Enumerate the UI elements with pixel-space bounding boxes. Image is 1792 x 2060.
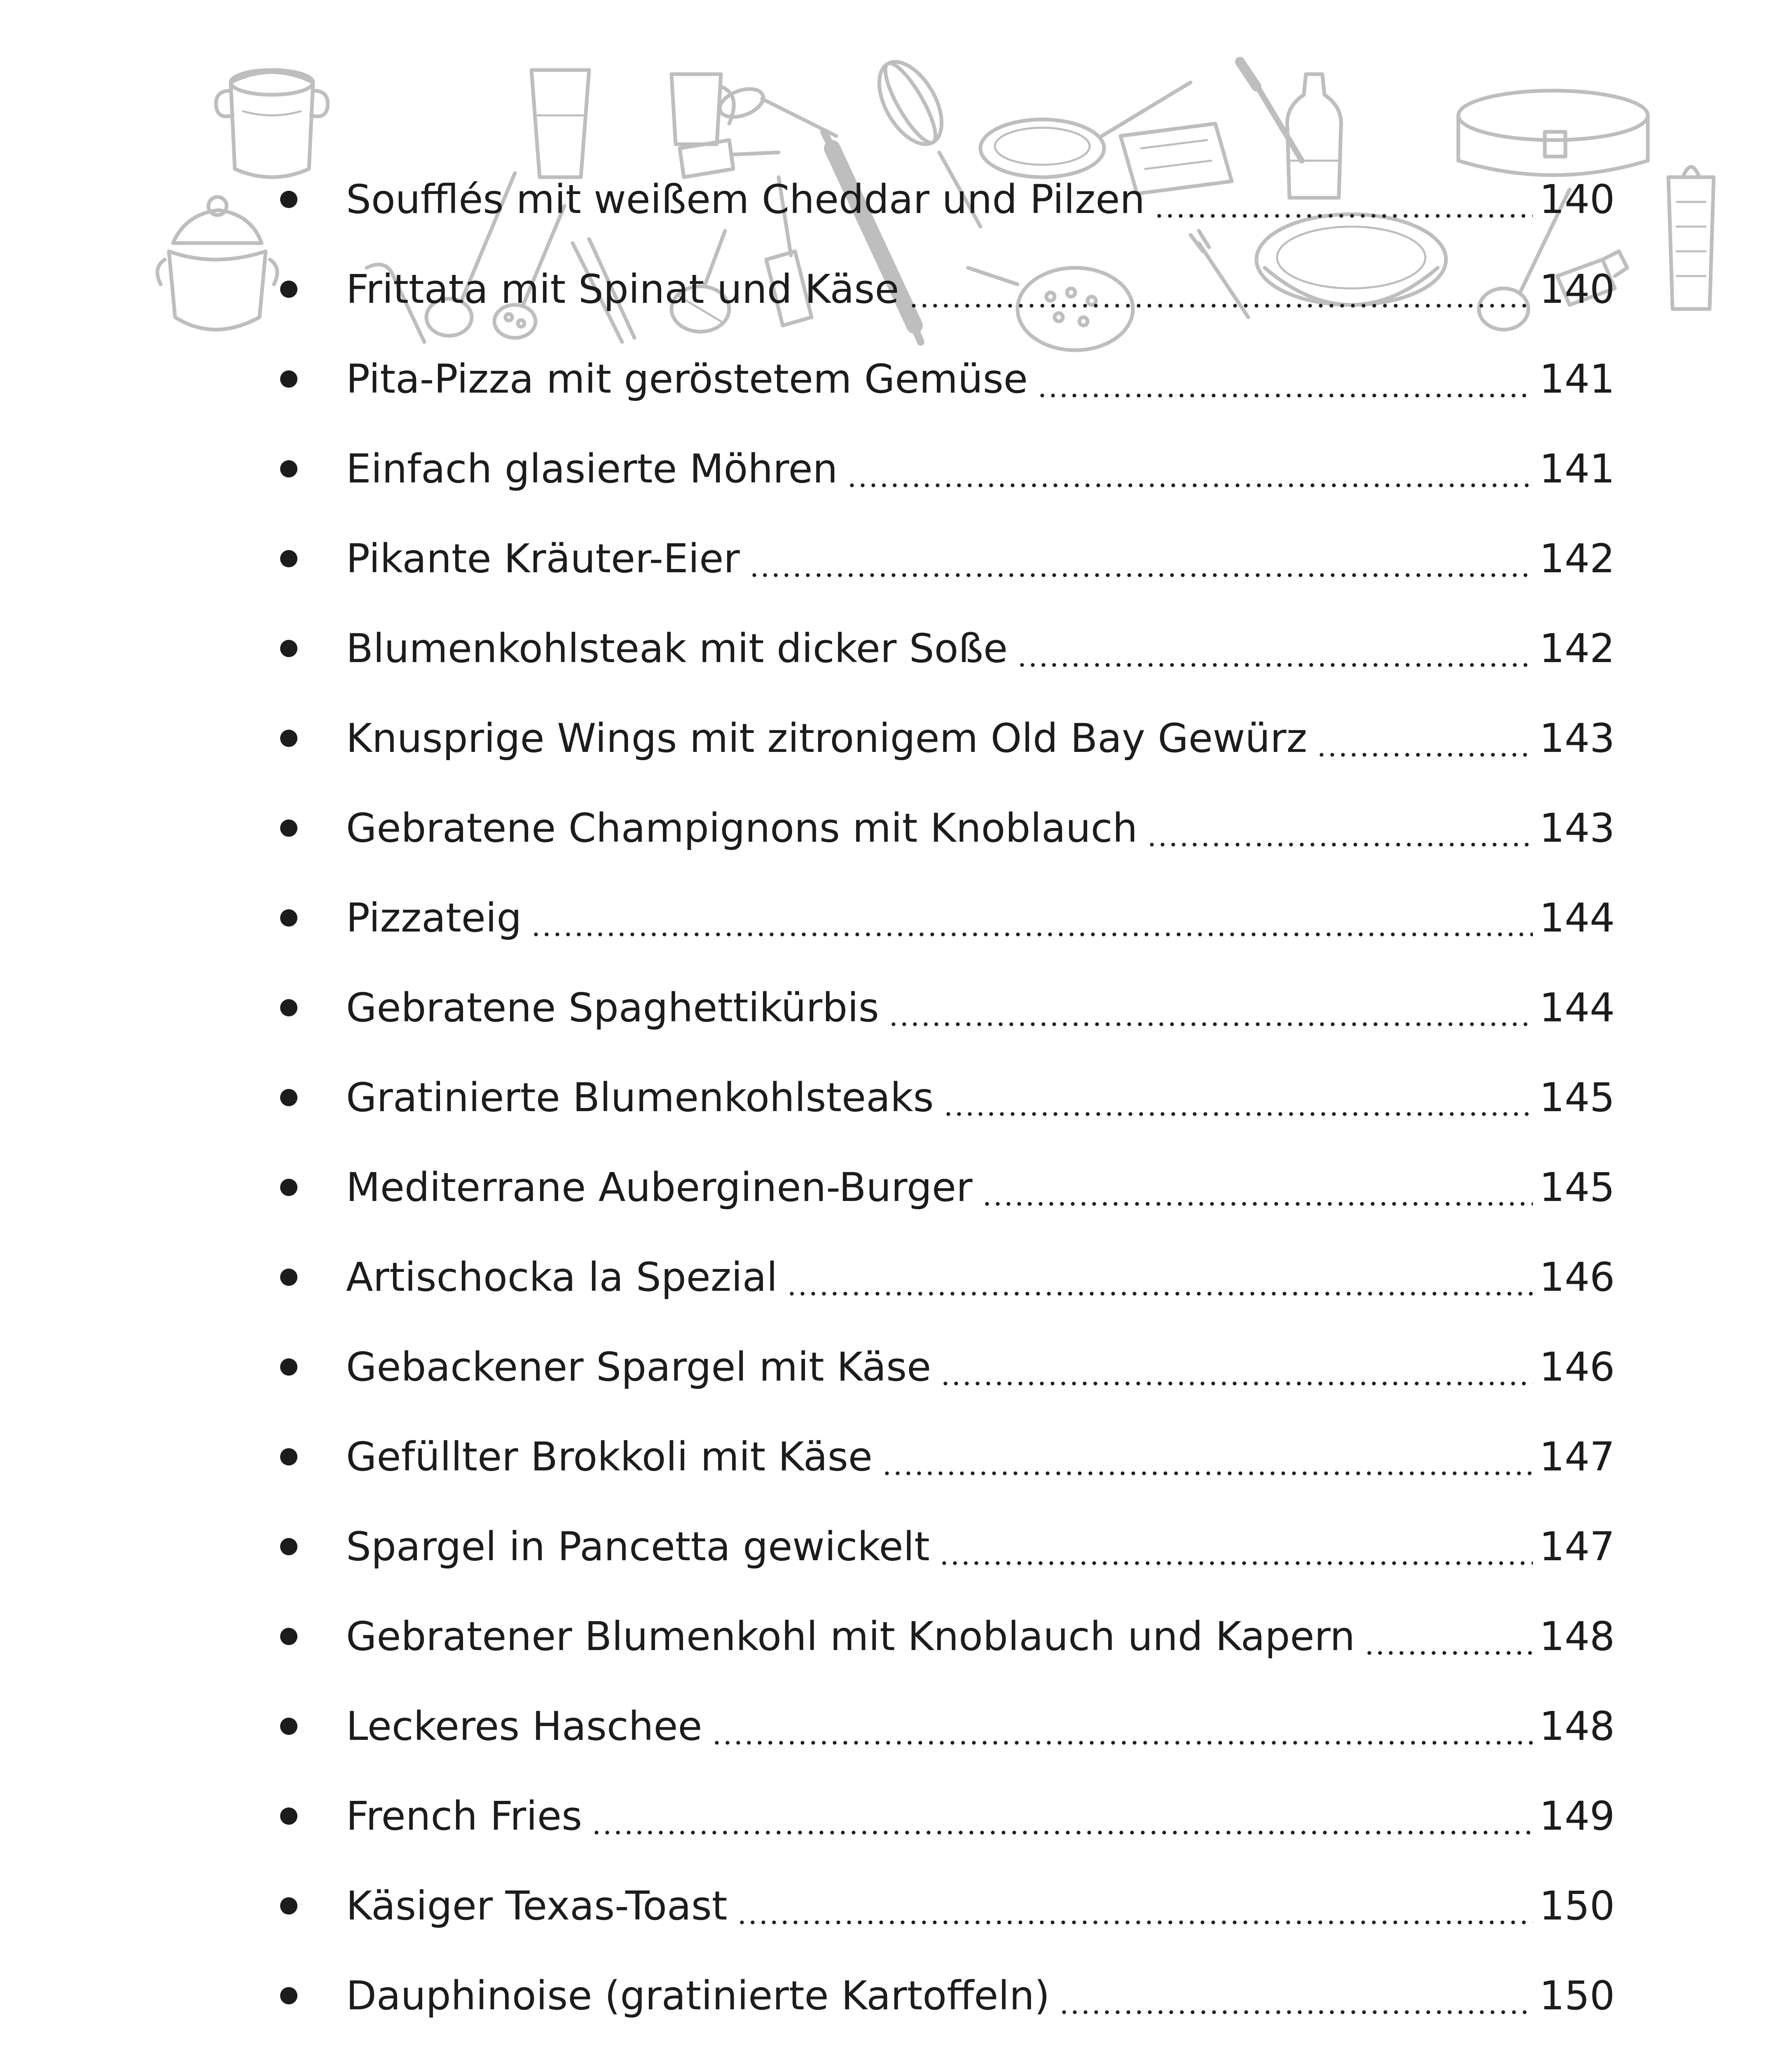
toc-entry-row [346,1592,1615,1681]
dot-leader [1364,1616,1533,1657]
dot-leader [982,1167,1533,1208]
toc-entry-row [346,963,1615,1053]
bullet-icon [280,1269,297,1286]
toc-entry-row [346,604,1615,693]
dot-leader [943,1077,1533,1118]
bullet-icon [280,640,297,657]
toc-entry-page-number: 141 [1539,446,1615,492]
toc-entry-title: Gratinierte Blumenkohlsteaks [346,1074,934,1121]
bullet-icon [280,1538,297,1555]
bullet-icon [280,999,297,1016]
toc-entry[interactable] [272,873,1615,963]
toc-entry-page-number: 143 [1539,805,1615,851]
dot-leader [749,538,1533,579]
toc-entry-page-number: 140 [1539,176,1615,222]
toc-entry[interactable] [272,1681,1615,1771]
toc-entry[interactable] [272,1322,1615,1412]
dot-leader [847,448,1532,489]
toc-entry-title: Pita-Pizza mit geröstetem Gemüse [346,356,1028,402]
toc-entry-title: Spargel in Pancetta gewickelt [346,1524,930,1570]
bullet-icon [280,1807,297,1825]
toc-entry-row [346,873,1615,963]
dot-leader [882,1436,1533,1477]
bullet-icon [280,909,297,927]
toc-entry-page-number: 149 [1539,1793,1615,1839]
toc-entry-row [346,1142,1615,1232]
toc-entry[interactable] [272,783,1615,873]
toc-entry-row [346,154,1615,244]
toc-entry-row [346,244,1615,334]
toc-entry-title: Gefüllter Brokkoli mit Käse [346,1434,873,1480]
toc-entry-title: Frittata mit Spinat und Käse [346,266,899,312]
bullet-icon [280,1358,297,1376]
bullet-icon [280,281,297,298]
toc-entry-row [346,1232,1615,1322]
toc-entry-row [346,1322,1615,1412]
toc-entry-page-number: 150 [1539,1883,1615,1929]
toc-entry-row [346,424,1615,514]
bullet-icon [280,1718,297,1735]
dot-leader [939,1526,1533,1567]
toc-entry-title: Gebratene Champignons mit Knoblauch [346,805,1138,851]
toc-entry[interactable] [272,154,1615,244]
toc-entry[interactable] [272,244,1615,334]
toc-entry-title: Pizzateig [346,895,522,941]
toc-entry-row [346,2041,1615,2060]
toc-entry-title: Käsiger Texas-Toast [346,1883,728,1929]
toc-entry-page-number: 145 [1539,1074,1615,1121]
bullet-icon [280,1089,297,1106]
knife-icon [1240,62,1302,161]
toc-entry[interactable] [272,334,1615,424]
toc-entry-page-number: 142 [1539,536,1615,582]
dot-leader [786,1257,1532,1298]
toc-entry-row [346,1412,1615,1502]
toc-entry-page-number: 144 [1539,895,1615,941]
measuring-cup-icon [671,74,734,144]
bullet-icon [280,730,297,747]
toc-entry-row [346,1681,1615,1771]
toc-entry-title: Pikante Kräuter-Eier [346,536,740,582]
toc-entry-title: Knusprige Wings mit zitronigem Old Bay Gewürz [346,715,1308,761]
toc-entry-title: Gebratene Spaghettikürbis [346,985,879,1031]
toc-entry[interactable] [272,1771,1615,1861]
toc-entry-row [346,334,1615,424]
dot-leader [737,1885,1533,1927]
bullet-icon [280,1179,297,1196]
toc-entry-page-number: 141 [1539,356,1615,402]
bullet-icon [280,1987,297,2004]
toc-entry-title: Artischocka la Spezial [346,1254,778,1300]
dot-leader [1146,808,1532,849]
toc-entry[interactable] [272,1232,1615,1322]
toc-entry[interactable] [272,693,1615,783]
toc-entry[interactable] [272,963,1615,1053]
toc-entry[interactable] [272,1142,1615,1232]
toc-entry[interactable] [272,1592,1615,1681]
toc-entry[interactable] [272,1861,1615,1951]
dot-leader [940,1346,1532,1388]
dot-leader [888,987,1533,1028]
toc-entry-title: Gebackener Spargel mit Käse [346,1344,931,1390]
bullet-icon [280,1448,297,1465]
dot-leader [531,897,1532,939]
toc-entry-title: Einfach glasierte Möhren [346,446,838,492]
toc-entry-title: Soufflés mit weißem Cheddar und Pilzen [346,176,1145,222]
lidded-pot-icon [157,197,277,330]
toc-entry-title: Blumenkohlsteak mit dicker Soße [346,625,1008,672]
toc-entry-page-number: 145 [1539,1164,1615,1210]
dot-leader [1037,358,1533,400]
toc-entry-page-number: 148 [1539,1613,1615,1660]
toc-entry-page-number: 142 [1539,625,1615,672]
toc-entry[interactable] [272,604,1615,693]
toc-entry-row [346,1861,1615,1951]
dot-leader [908,269,1533,310]
bullet-icon [280,191,297,208]
dot-leader [1154,179,1533,220]
toc-entry[interactable] [272,1502,1615,1592]
dot-leader [1017,628,1533,669]
toc-entry-title: Gebratener Blumenkohl mit Knoblauch und Kapern [346,1613,1355,1660]
toc-entry[interactable] [272,1412,1615,1502]
table-of-contents [272,154,1615,2060]
toc-entry-page-number: 146 [1539,1254,1615,1300]
toc-entry-page-number: 140 [1539,266,1615,312]
toc-entry-row [346,1771,1615,1861]
toc-entry-row [346,1951,1615,2041]
toc-entry-row [346,1502,1615,1592]
toc-entry[interactable] [272,1951,1615,2041]
toc-entry-page-number: 147 [1539,1524,1615,1570]
toc-entry-title: French Fries [346,1793,583,1839]
toc-entry-row [346,783,1615,873]
bullet-icon [280,460,297,478]
bullet-icon [280,550,297,567]
bullet-icon [280,1628,297,1645]
bullet-icon [280,1897,297,1915]
toc-entry[interactable] [272,1053,1615,1142]
toc-entry-row [346,693,1615,783]
toc-entry-page-number: 148 [1539,1703,1615,1749]
toc-entry-title: Dauphinoise (gratinierte Kartoffeln) [346,1973,1050,2019]
dot-leader [1316,718,1533,759]
toc-entry-page-number: 150 [1539,1973,1615,2019]
toc-entry-row [346,1053,1615,1142]
toc-entry[interactable] [272,514,1615,604]
grater-icon [1668,167,1714,309]
toc-entry[interactable] [272,2041,1615,2060]
toc-entry-page-number: 144 [1539,985,1615,1031]
toc-entry-page-number: 143 [1539,715,1615,761]
bullet-icon [280,370,297,388]
dot-leader [591,1795,1533,1837]
toc-entry-row [346,514,1615,604]
toc-entry[interactable] [272,424,1615,514]
toc-entry-title: Mediterrane Auberginen-Burger [346,1164,973,1210]
toc-entry-page-number: 146 [1539,1344,1615,1390]
toc-entry-title: Leckeres Haschee [346,1703,702,1749]
dot-leader [711,1706,1533,1747]
dot-leader [1059,1975,1533,2016]
toc-entry-page-number: 147 [1539,1434,1615,1480]
bullet-icon [280,819,297,837]
